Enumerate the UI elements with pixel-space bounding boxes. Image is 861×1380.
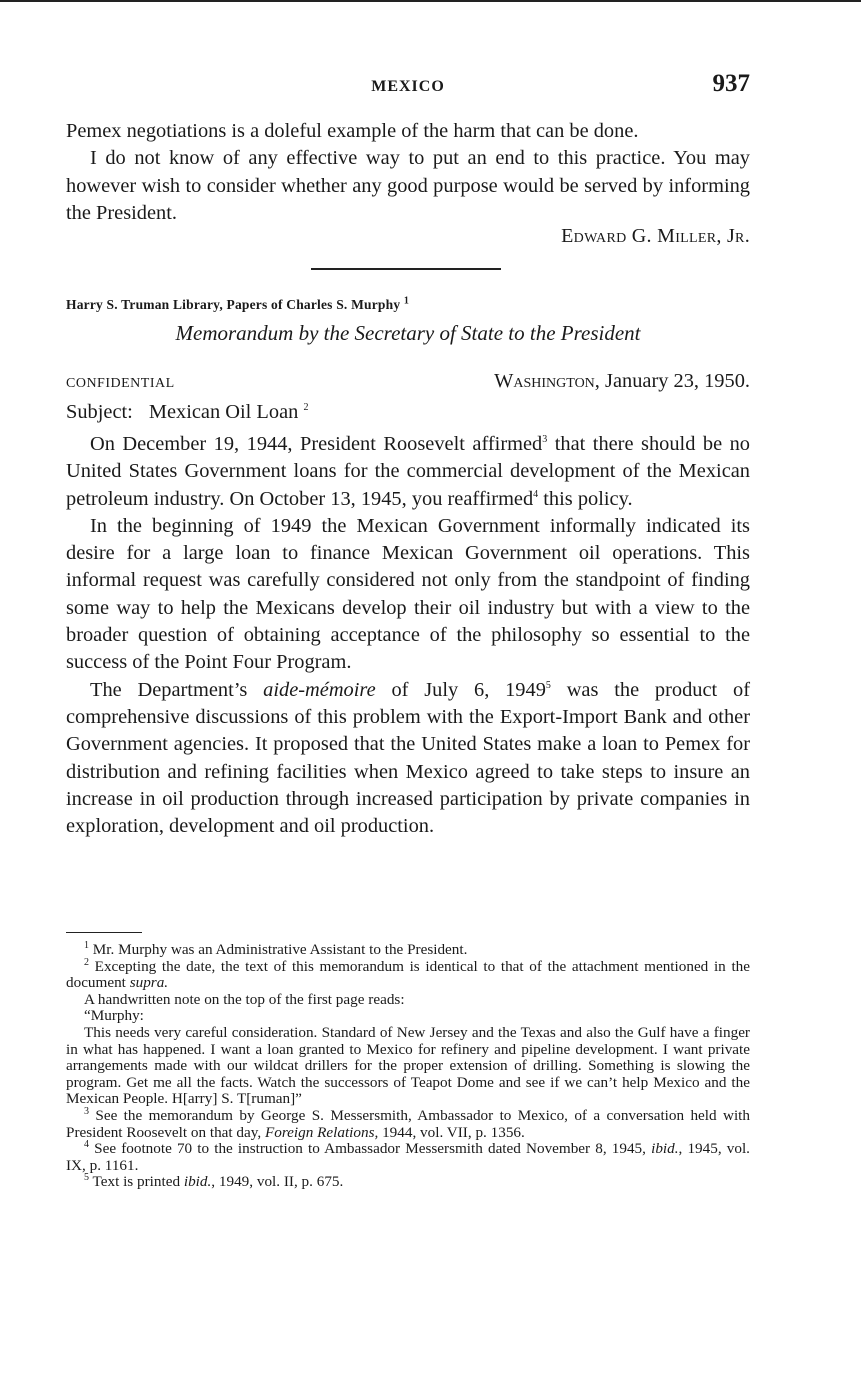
source-citation (66, 297, 409, 313)
memo-p3-text-c: was the product of comprehensive discussions of this problem with the Export-Import Bank and other Government agencies. It proposed that the United States make a loan to Pemex for distribution and refining facilities when Mexico agreed to take steps to insure an increase in oil production through increased participation by private companies in exploration, development and oil production. (66, 678, 750, 838)
footnote-3-italic: Foreign Relations, (264, 1123, 379, 1141)
memo-p3-italic: aide-mémoire (263, 678, 376, 701)
memo-p1-text-c: this policy. (538, 487, 633, 510)
subject-label: Subject: (66, 401, 133, 423)
memo-p1-text-b: that there should be no United States Government loans for the commercial development of the Mexican petroleum industry. On October 13, 1945, you reaffirmed (66, 433, 750, 510)
subject-line (66, 401, 308, 424)
memo-paragraph-2: In the beginning of 1949 the Mexican Government informally indicated its desire for a large loan to finance Mexican Government oil operations. This informal request was carefully considered not only from the standpoint of finding some way to help the Mexicans develop their oil industry but with a view to the broader question of obtaining acceptance of the philosophy so essential to the success of the Point Four Program. (66, 514, 750, 674)
dateline-date: January 23, 1950. (605, 370, 750, 392)
continuation-text (66, 118, 750, 227)
footnote-1-number: 1 (84, 939, 89, 951)
running-header (66, 70, 750, 104)
footnote-2-note-body: This needs very careful consideration. Standard of New Jersey and the Texas and also the Gulf have a finger in what has happened. I want a loan granted to Mexico for refinery and pipeline development. I want private arrangements made with our wildcat drillers for the proper extension of drilling. Something is slowing the program. Get me all the facts. Watch the successors of Teapot Dome and see if we can’t help Mexico and the Mexican People. H[arry] S. T[ruman]” (66, 1023, 750, 1108)
page-number: 937 (712, 70, 750, 97)
footnote-2-number: 2 (84, 956, 89, 968)
footnote-5 (66, 1174, 750, 1191)
footnote-rule (66, 932, 142, 933)
footnote-5-italic: ibid. (183, 1173, 212, 1191)
memo-p1-text-a: On December 19, 1944, President Roosevelt affirmed (90, 433, 543, 455)
footnote-ref-4: 4 (533, 488, 539, 500)
footnote-2-text: Excepting the date, the text of this memorandum is identical to that of the attachment mentioned in the document (66, 957, 750, 992)
footnote-2-note-salutation: “Murphy: (84, 1007, 144, 1025)
memo-paragraph-1 (66, 431, 750, 513)
footnote-3 (66, 1105, 750, 1141)
footnote-ref-3: 3 (542, 434, 548, 446)
footnote-ref-2: 2 (303, 402, 309, 414)
subject-text: Mexican Oil Loan (148, 401, 299, 423)
footnote-4-italic: ibid. (651, 1140, 679, 1158)
continuation-paragraph-1: Pemex negotiations is a doleful example of the harm that can be done. (66, 120, 639, 142)
memo-p3-text-a: The Department’s (90, 678, 264, 701)
source-text: Harry S. Truman Library, Papers of Charles S. Murphy (66, 297, 401, 312)
footnote-4-text-b: , 1945, vol. IX, p. 1161. (66, 1140, 750, 1174)
footnote-3-text-b: 1944, vol. VII, p. 1356. (378, 1123, 525, 1141)
footnote-5-number: 5 (84, 1172, 89, 1184)
footnote-2 (66, 956, 750, 992)
footnote-4-text-a: See footnote 70 to the instruction to Ambassador Messersmith dated November 8, 1945, (89, 1140, 652, 1158)
footnote-2-note-intro: A handwritten note on the top of the first page reads: (84, 990, 405, 1008)
memo-title: Memorandum by the Secretary of State to the President (175, 321, 641, 345)
memo-body (66, 431, 750, 840)
continuation-paragraph-2: I do not know of any effective way to put an end to this practice. You may however wish to consider whether any good purpose would be served by informing the President. (66, 147, 750, 224)
footnote-ref-5: 5 (545, 679, 551, 691)
footnote-4-number: 4 (84, 1139, 89, 1151)
footnote-1 (66, 939, 750, 959)
dateline-place: Washington, (494, 370, 600, 392)
footnote-ref-1: 1 (403, 295, 410, 307)
top-border-line (0, 0, 861, 2)
memo-p3-text-b: of July 6, 1949 (375, 678, 546, 701)
footnote-1-text: Mr. Murphy was an Administrative Assistant to the President. (89, 941, 468, 958)
memo-paragraph-3 (66, 677, 750, 841)
dateline (494, 370, 750, 393)
footnote-2-italic: supra. (129, 974, 169, 992)
classification-label: CONFIDENTIAL (66, 376, 175, 391)
footnote-5-text-b: , 1949, vol. II, p. 675. (211, 1173, 344, 1191)
footnote-4 (66, 1141, 750, 1174)
running-title: MEXICO (371, 78, 445, 95)
footnote-3-number: 3 (84, 1105, 89, 1117)
footnote-5-text-a: Text is printed (89, 1173, 184, 1191)
section-divider (311, 268, 501, 270)
footnote-3-text-a: See the memorandum by George S. Messersmith, Ambassador to Mexico, of a conversation held with President Roosevelt on that day, (66, 1106, 750, 1141)
signature: Edward G. Miller, Jr. (561, 225, 750, 247)
footnotes (66, 939, 750, 1191)
